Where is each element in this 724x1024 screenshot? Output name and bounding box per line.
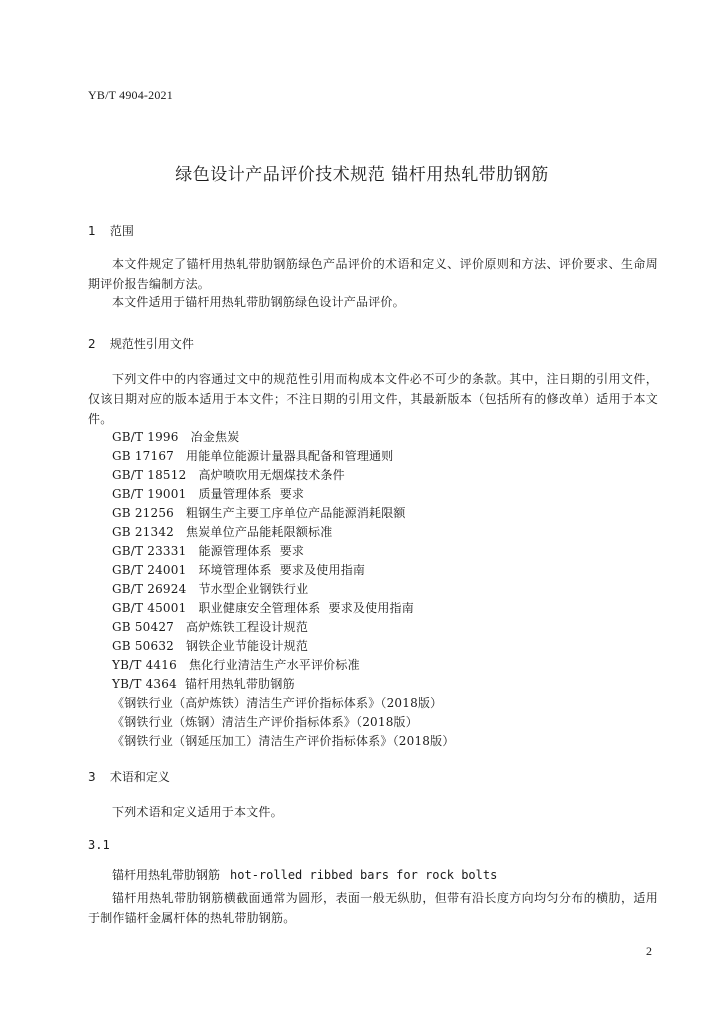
reference-item: 《钢铁行业（炼钢）清洁生产评价指标体系》（2018版） (112, 715, 418, 729)
page-number: 2 (646, 944, 652, 958)
term-chinese: 锚杆用热轧带肋钢筋 (112, 868, 221, 882)
term-english: hot-rolled ribbed bars for rock bolts (230, 868, 498, 882)
section-number: 2 (88, 337, 96, 351)
reference-item: GB/T 18512 高炉喷吹用无烟煤技术条件 (112, 468, 345, 482)
term-entry (112, 866, 497, 883)
clause-number: 3.1 (88, 838, 110, 852)
reference-item: GB 21256 粗钢生产主要工序单位产品能源消耗限额 (112, 506, 406, 520)
reference-item: 《钢铁行业（高炉炼铁）清洁生产评价指标体系》（2018版） (112, 696, 443, 710)
reference-item: YB/T 4416 焦化行业清洁生产水平评价标准 (112, 658, 360, 672)
section-1-heading (88, 222, 134, 239)
scope-paragraph-1: 本文件规定了锚杆用热轧带肋钢筋绿色产品评价的术语和定义、评价原则和方法、评价要求、生命周期评价报告编制方法。 (88, 257, 658, 291)
terms-intro-paragraph: 下列术语和定义适用于本文件。 (112, 805, 283, 819)
section-title: 术语和定义 (109, 770, 170, 784)
reference-item: 《钢铁行业（钢延压加工）清洁生产评价指标体系》（2018版） (112, 734, 455, 748)
reference-item: GB/T 24001 环境管理体系 要求及使用指南 (112, 563, 366, 577)
reference-item: GB/T 19001 质量管理体系 要求 (112, 487, 305, 501)
standard-number: YB/T 4904-2021 (88, 88, 173, 102)
document-title: 绿色设计产品评价技术规范 锚杆用热轧带肋钢筋 (175, 165, 549, 185)
scope-paragraph-2: 本文件适用于锚杆用热轧带肋钢筋绿色设计产品评价。 (112, 295, 405, 309)
reference-item: GB/T 26924 节水型企业钢铁行业 (112, 582, 309, 596)
normative-intro-paragraph: 下列文件中的内容通过文中的规范性引用而构成本文件必不可少的条款。其中，注日期的引用文件，仅该日期对应的版本适用于本文件；不注日期的引用文件，其最新版本（包括所有的修改单）适用于本文件。 (88, 372, 658, 426)
reference-item: GB 21342 焦炭单位产品能耗限额标准 (112, 525, 333, 539)
section-title: 范围 (109, 224, 134, 238)
reference-item: GB 50427 高炉炼铁工程设计规范 (112, 620, 309, 634)
reference-item: YB/T 4364 锚杆用热轧带肋钢筋 (112, 677, 295, 691)
reference-item: GB/T 23331 能源管理体系 要求 (112, 544, 305, 558)
reference-item: GB/T 1996 冶金焦炭 (112, 430, 240, 444)
section-title: 规范性引用文件 (109, 337, 194, 351)
term-definition: 锚杆用热轧带肋钢筋横截面通常为圆形，表面一般无纵肋，但带有沿长度方向均匀分布的横肋，适用于制作锚杆金属杆体的热轧带肋钢筋。 (88, 891, 658, 925)
section-number: 1 (88, 224, 96, 238)
section-number: 3 (88, 770, 96, 784)
reference-item: GB 50632 钢铁企业节能设计规范 (112, 639, 309, 653)
section-3-heading (88, 768, 170, 785)
reference-item: GB 17167 用能单位能源计量器具配备和管理通则 (112, 449, 394, 463)
reference-item: GB/T 45001 职业健康安全管理体系 要求及使用指南 (112, 601, 414, 615)
section-2-heading (88, 335, 194, 352)
